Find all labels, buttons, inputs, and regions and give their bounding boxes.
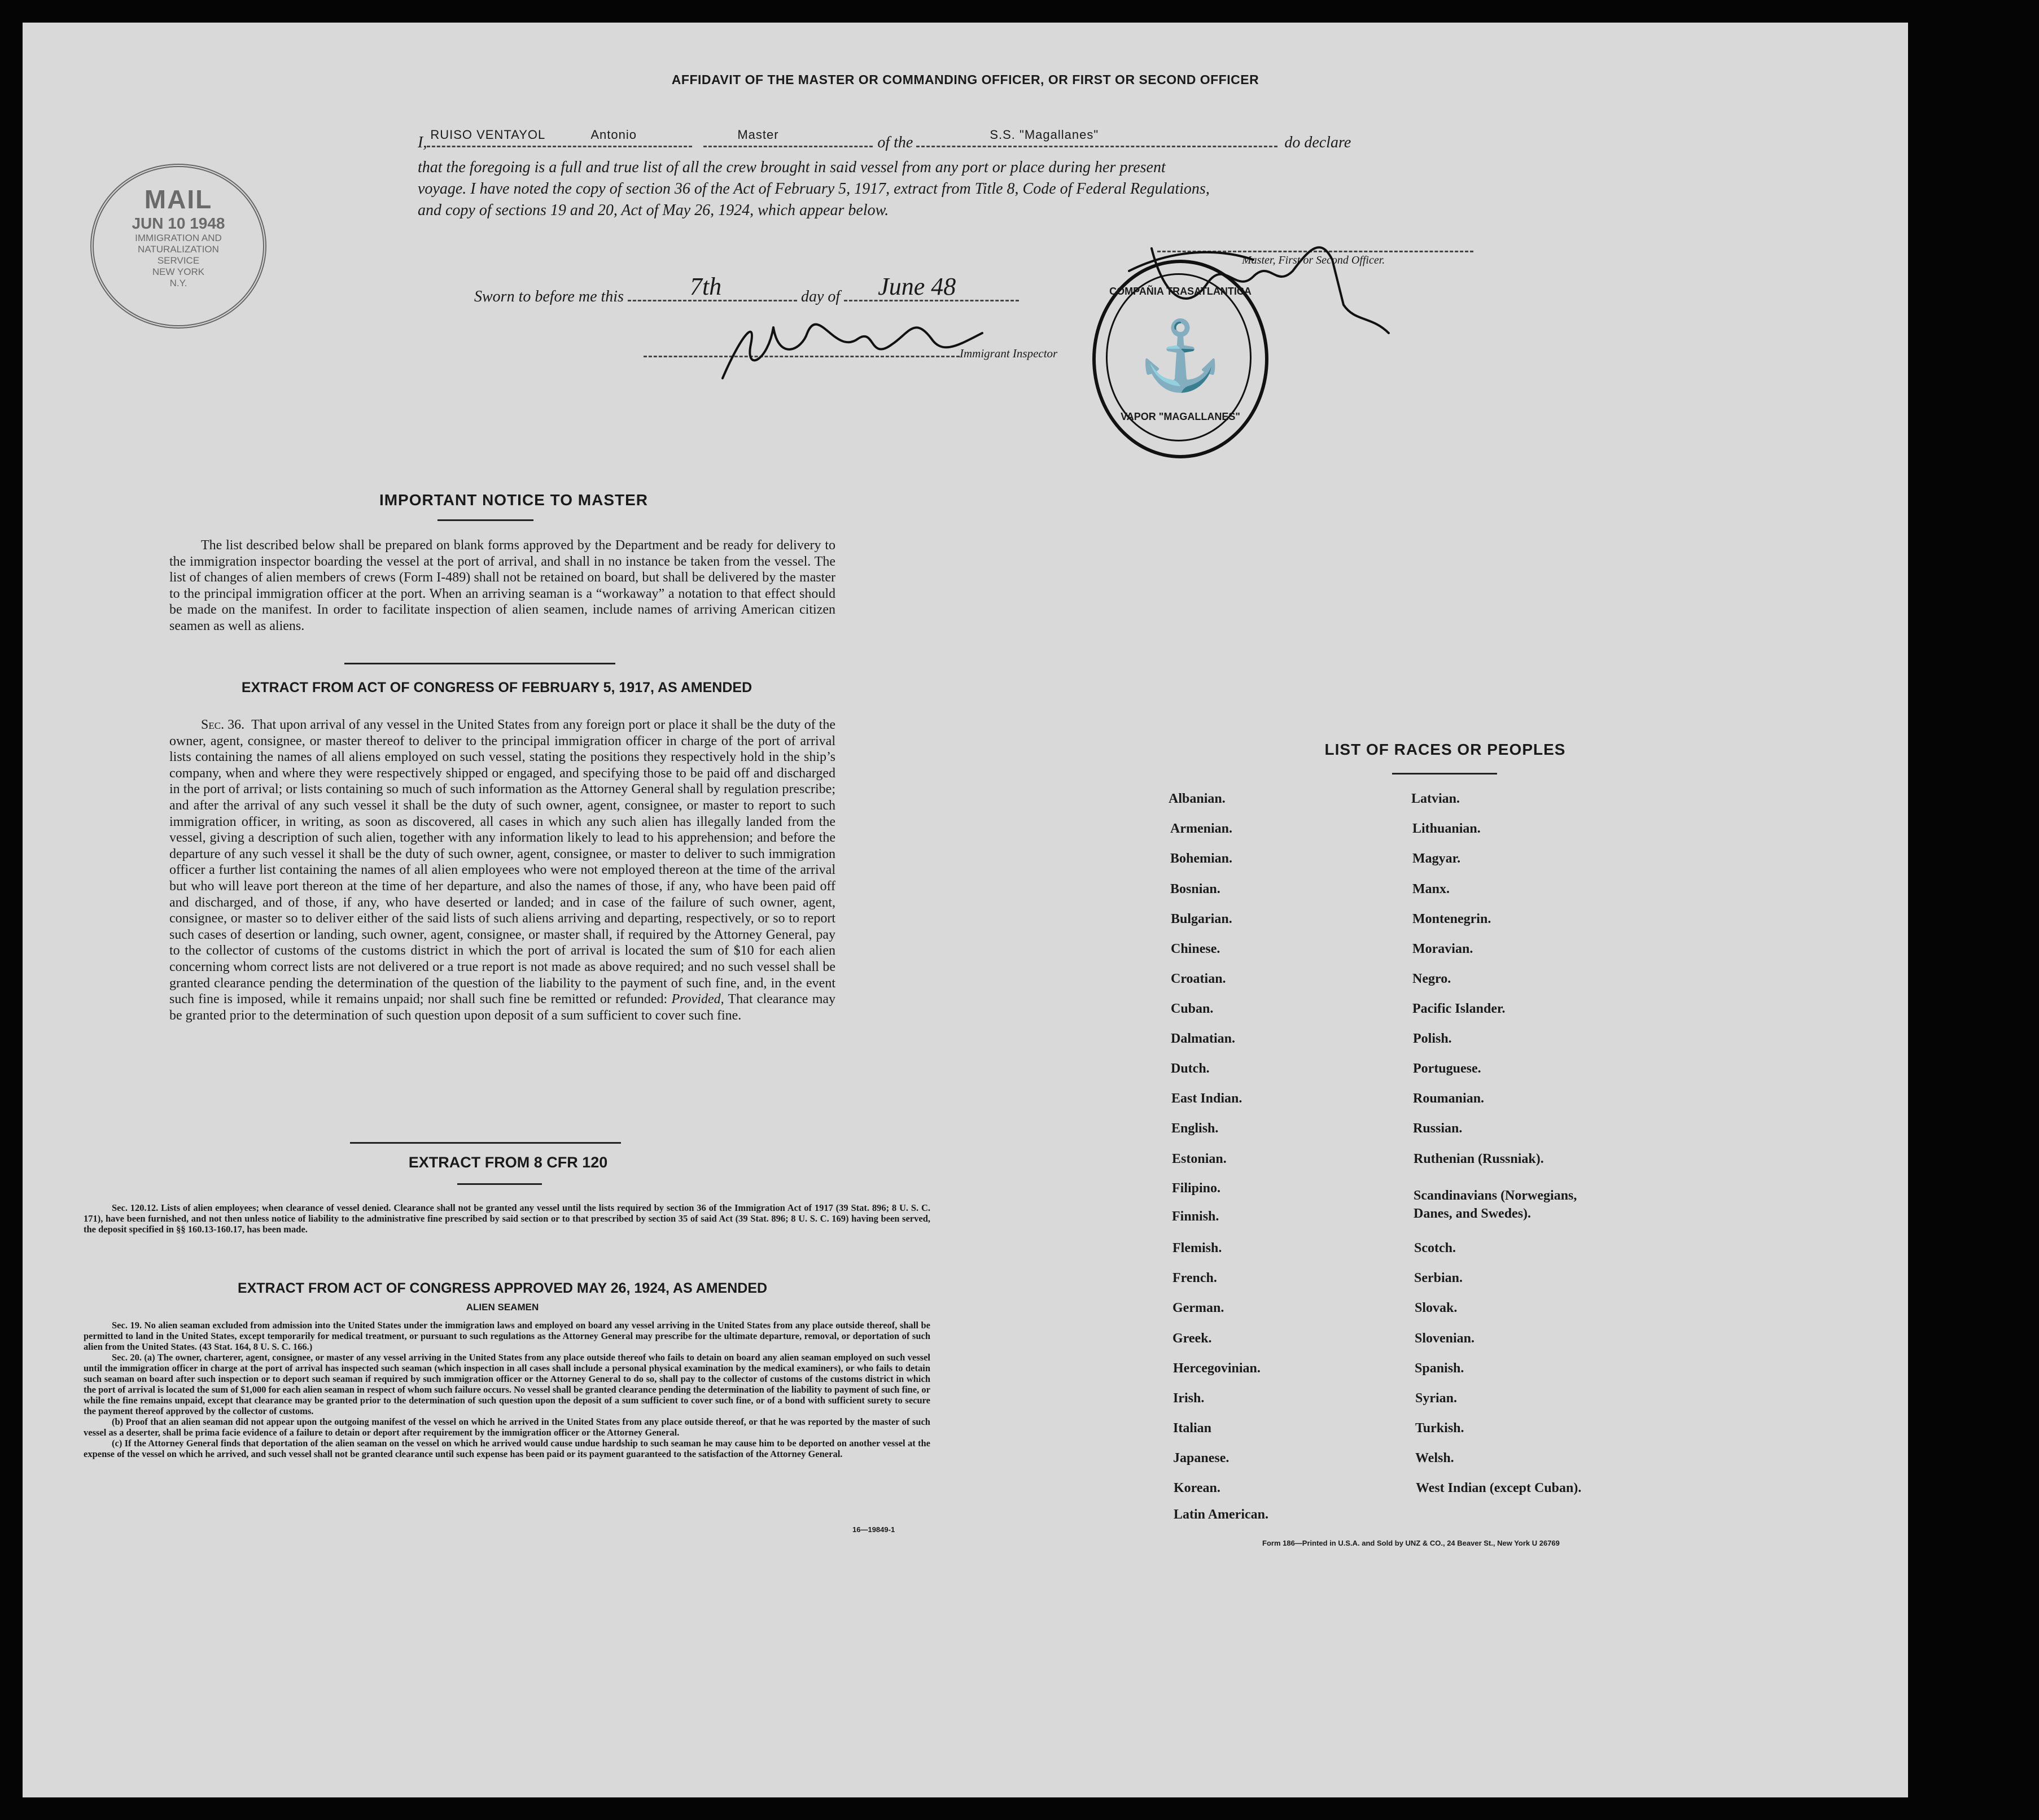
stamp-line-3: SERVICE <box>157 255 200 266</box>
cfr-text: Sec. 120.12. Lists of alien employees; when clearance of vessel denied. Clearance shall not be granted any vessel until the lists required by section 36 of the Immigration Act of 1917 (39 Stat. 896; 8 U. S. C. 171), have been furnished, and not then unless notice of liability to the administrative fine prescribed by said section or to that prescribed by section 35 of said Act (39 Stat. 896; 8 U. S. C. 169) having been served, the deposit specified in §§ 160.13-160.17, has been made. <box>84 1202 930 1235</box>
declare-label: do declare <box>1284 134 1351 151</box>
anchor-icon: ⚓ <box>1138 318 1223 393</box>
race-item: Manx. <box>1412 882 1450 896</box>
affidavit-title: AFFIDAVIT OF THE MASTER OR COMMANDING OFFICER, OR FIRST OR SECOND OFFICER <box>671 72 1259 87</box>
sworn-month-handwritten: June 48 <box>878 273 956 300</box>
race-item: Greek. <box>1172 1331 1212 1346</box>
sec-36-text-end: That clearance may be granted prior to the determination of such question upon deposit of a sum sufficient to cover such fine. <box>169 992 836 1023</box>
extract-1924-text <box>84 1320 930 1459</box>
race-item: Moravian. <box>1412 942 1473 956</box>
stamp-date: JUN 10 1948 <box>132 215 225 232</box>
extract-1924-heading: EXTRACT FROM ACT OF CONGRESS APPROVED MAY 26, 1924, AS AMENDED <box>237 1280 768 1296</box>
races-heading-rule <box>1392 773 1497 775</box>
alien-seamen-subheading: ALIEN SEAMEN <box>466 1302 539 1313</box>
race-item: Japanese. <box>1173 1451 1229 1465</box>
extract-1917-divider <box>350 1142 621 1144</box>
race-item: Irish. <box>1173 1391 1205 1406</box>
stamp-line-5: N.Y. <box>169 278 187 288</box>
race-item: Croatian. <box>1171 972 1226 986</box>
notice-text: The list described below shall be prepared on blank forms approved by the Department and be ready for delivery to the immigration inspector boarding the vessel at the port of arrival, and shall in no instance be taken from the vessel. The list of changes of alien members of crews (Form I-489) shall not be retained on board, but shall be delivered by the master to the principal immigration officer at the port. When an arriving seaman is a “workaway” a notation to that effect should be made on the manifest. In order to facilitate inspection of alien seamen, include names of arriving American citizen seamen as well as aliens. <box>169 538 835 633</box>
master-name-typed: RUISO VENTAYOL <box>430 128 546 142</box>
punch-hole <box>1915 102 1938 124</box>
sec-20a-text: Sec. 20. (a) The owner, charterer, agent, consignee, or master of any vessel arriving in the United States from any place outside thereof who fails to detain on board any alien seaman employed on such vessel until the immigration officer in charge at the port of arrival has inspected such seaman (which inspection in all cases shall include a personal physical examination by the medical examiners), or who fails to detain such seaman on board after such inspection or to deport such seaman if required by such immigration officer or the Attorney General to do so, shall pay to the collector of customs of the customs district in which the port of arrival is located the sum of $1,000 for each alien seaman in respect of whom such failure occurs. No vessel shall be granted clearance pending the determination of the liability to payment of such fine, or while the fine remains unpaid, except that clearance may be granted prior to the determination of such question upon the deposit of a sum sufficient to cover such fine, or of a bond with sufficient surety to secure the payment thereof approved by the collector of customs. <box>84 1352 931 1416</box>
race-item: Cuban. <box>1171 1001 1214 1016</box>
race-item: Finnish. <box>1172 1209 1219 1224</box>
inspector-signature <box>689 294 1005 390</box>
mail-received-stamp <box>90 164 266 329</box>
race-item: Chinese. <box>1171 942 1220 956</box>
race-item: Filipino. <box>1172 1181 1221 1196</box>
race-item: Italian <box>1173 1421 1212 1436</box>
notice-divider <box>344 663 615 664</box>
stamp-line-4: NEW YORK <box>152 266 205 277</box>
sec-36-label: Sec. 36. <box>201 718 245 732</box>
sec-19-text: Sec. 19. No alien seaman excluded from admission into the United States under the immigration laws and employed on board any vessel arriving in the United States from any place outside thereof, shall be permitted to land in the United States, except temporarily for medical treatment, or pursuant to such regulations as the Attorney General may prescribe for the ultimate departure, removal, or deportation of such alien from the United States. (43 Stat. 164, 8 U. S. C. 166.) <box>84 1320 930 1352</box>
race-item: English. <box>1171 1121 1219 1136</box>
race-item: Lithuanian. <box>1412 821 1481 836</box>
stamp-line-2: NATURALIZATION <box>138 244 219 255</box>
master-signature-label: Master, First or Second Officer. <box>1242 254 1385 266</box>
form-footer: Form 186—Printed in U.S.A. and Sold by UNZ & CO., 24 Beaver St., New York U 26769 <box>1262 1539 1560 1547</box>
race-item: Ruthenian (Russniak). <box>1414 1152 1544 1166</box>
of-the-label: of the <box>877 134 913 151</box>
race-item: Syrian. <box>1415 1391 1458 1406</box>
race-item: Welsh. <box>1415 1451 1454 1465</box>
sec-20c-text: (c) If the Attorney General finds that deportation of the alien seaman on the vessel on which he arrived would cause undue hardship to such seaman he may cause him to be deported on another vessel at the expense of the vessel on which he arrived, and such vessel shall not be granted clearance until such expense has been paid or its payment guaranteed to the satisfaction of the Attorney General. <box>84 1438 930 1459</box>
race-item: Magyar. <box>1412 851 1461 866</box>
sec-20b-text: (b) Proof that an alien seaman did not appear upon the outgoing manifest of the vessel on which he arrived in the United States from any place outside thereof, or that he was reported by the master of such vessel as a deserter, shall be prima facie evidence of a failure to detain or deport after requirement by the immigration officer or the Attorney General. <box>84 1416 930 1438</box>
ship-seal-stamp <box>1092 260 1268 458</box>
stamp-mail: MAIL <box>144 185 213 214</box>
race-item: Bosnian. <box>1170 882 1220 896</box>
race-item: Dalmatian. <box>1171 1031 1235 1046</box>
sworn-day-handwritten: 7th <box>689 273 722 300</box>
race-item: Portuguese. <box>1413 1061 1481 1076</box>
race-item: Serbian. <box>1414 1271 1463 1285</box>
race-item: Slovenian. <box>1415 1331 1475 1346</box>
seal-top-text: COMPAÑIA TRASATLANTICA <box>1109 286 1252 297</box>
races-heading: LIST OF RACES OR PEOPLES <box>1324 741 1566 758</box>
declaration-line-2: that the foregoing is a full and true list of all the crew brought in said vessel from any port or place during her present <box>418 159 1166 176</box>
race-item: Negro. <box>1412 972 1451 986</box>
race-item: Pacific Islander. <box>1412 1001 1506 1016</box>
sec-36-text: That upon arrival of any vessel in the United States from any foreign port or place it shall be the duty of the owner, agent, consignee, or master thereof to deliver to the principal immigration officer in charge of the port of arrival lists containing the names of all aliens employed on such vessel, stating the positions they respectively hold in the ship’s company, when and where they were respectively shipped or engaged, and specifying those to be paid off and discharged in the port of arrival; or lists containing so much of such information as the Attorney General shall by regulation prescribe; and after the arrival of any such vessel it shall be the duty of such owner, agent, consignee, or master to report to such immigration officer, in writing, as soon as discovered, all cases in which any such alien has illegally landed from the vessel, giving a description of such alien, together with any information likely to lead to his apprehension; and before the departure of any such vessel it shall be the duty of such owner, agent, consignee, or master to deliver to such immigration officer a further list containing the names of all alien employees who were not employed thereon at the time of the arrival but who will leave port thereon at the time of her departure, and also the names of those, if any, who have been paid off and discharged, and of those, if any, who have deserted or landed; and in case of the failure of such owner, agent, consignee, or master so to deliver either of the said lists of such aliens arriving and departing, respectively, or so to report such cases of desertion or landing, such owner, agent, consignee, or master shall, if required by the Attorney General, pay to the collector of customs of the customs district in which the port of arrival is located the sum of $10 for each alien concerning whom correct lists are not delivered or a true report is not made as above required; and no such vessel shall be granted clearance pending the determination of the question of the liability to the payment of such fine, and, in the event such fine is imposed, while it remains unpaid; nor shall such fine be remitted or refunded: <box>169 718 835 1007</box>
cfr-heading-rule <box>457 1183 542 1185</box>
race-item: Estonian. <box>1172 1152 1227 1166</box>
notice-heading-rule <box>437 519 533 521</box>
notice-heading: IMPORTANT NOTICE TO MASTER <box>379 491 649 509</box>
day-of-label: day of <box>800 288 841 305</box>
role-typed: Master <box>737 128 779 142</box>
race-item: Spanish. <box>1415 1361 1464 1376</box>
race-item: Scotch. <box>1414 1241 1456 1255</box>
race-item: Armenian. <box>1170 821 1232 836</box>
race-item: East Indian. <box>1171 1091 1242 1106</box>
race-item: Korean. <box>1174 1481 1220 1495</box>
race-item: Bulgarian. <box>1171 912 1232 926</box>
extract-1917-heading: EXTRACT FROM ACT OF CONGRESS OF FEBRUARY 5, 1917, AS AMENDED <box>241 680 752 695</box>
race-item: Roumanian. <box>1413 1091 1485 1106</box>
master-first-name-typed: Antonio <box>590 128 637 142</box>
race-item: Albanian. <box>1169 791 1226 806</box>
vessel-name-typed: S.S. "Magallanes" <box>990 128 1099 142</box>
race-item: Bohemian. <box>1170 851 1233 866</box>
cfr-heading: EXTRACT FROM 8 CFR 120 <box>408 1154 608 1171</box>
race-item: West Indian (except Cuban). <box>1416 1481 1582 1495</box>
race-item: German. <box>1172 1301 1224 1315</box>
provided-label: Provided, <box>671 992 724 1007</box>
race-item: Turkish. <box>1415 1421 1464 1436</box>
race-item: Latin American. <box>1174 1507 1268 1522</box>
race-item: French. <box>1172 1271 1217 1285</box>
race-item: Slovak. <box>1415 1301 1458 1315</box>
race-item: Polish. <box>1413 1031 1452 1046</box>
print-code: 16—19849-1 <box>852 1525 895 1534</box>
affidavit-declaration <box>418 128 1513 221</box>
declaration-line-4: and copy of sections 19 and 20, Act of May 26, 1924, which appear below. <box>418 202 889 219</box>
sworn-label: Sworn to before me this <box>474 288 624 305</box>
race-item: Hercegovinian. <box>1173 1361 1261 1376</box>
race-item: Dutch. <box>1171 1061 1210 1076</box>
extract-1917-text <box>169 717 835 1023</box>
race-item: Latvian. <box>1411 791 1460 806</box>
declaration-line-3: voyage. I have noted the copy of section 36 of the Act of February 5, 1917, extract from Title 8, Code of Federal Regulations, <box>418 180 1210 198</box>
race-item: Flemish. <box>1172 1241 1222 1255</box>
i-label: I, <box>418 134 427 151</box>
document-page <box>23 23 1908 1797</box>
seal-bottom-text: VAPOR "MAGALLANES" <box>1121 411 1240 422</box>
stamp-line-1: IMMIGRATION AND <box>135 233 222 243</box>
punch-hole <box>1915 47 1938 70</box>
race-item: Scandinavians (Norwegians, Danes, and Swedes). <box>1414 1188 1577 1221</box>
inspector-label: Immigrant Inspector <box>960 347 1058 360</box>
race-item: Russian. <box>1413 1121 1463 1136</box>
race-item: Montenegrin. <box>1412 912 1491 926</box>
